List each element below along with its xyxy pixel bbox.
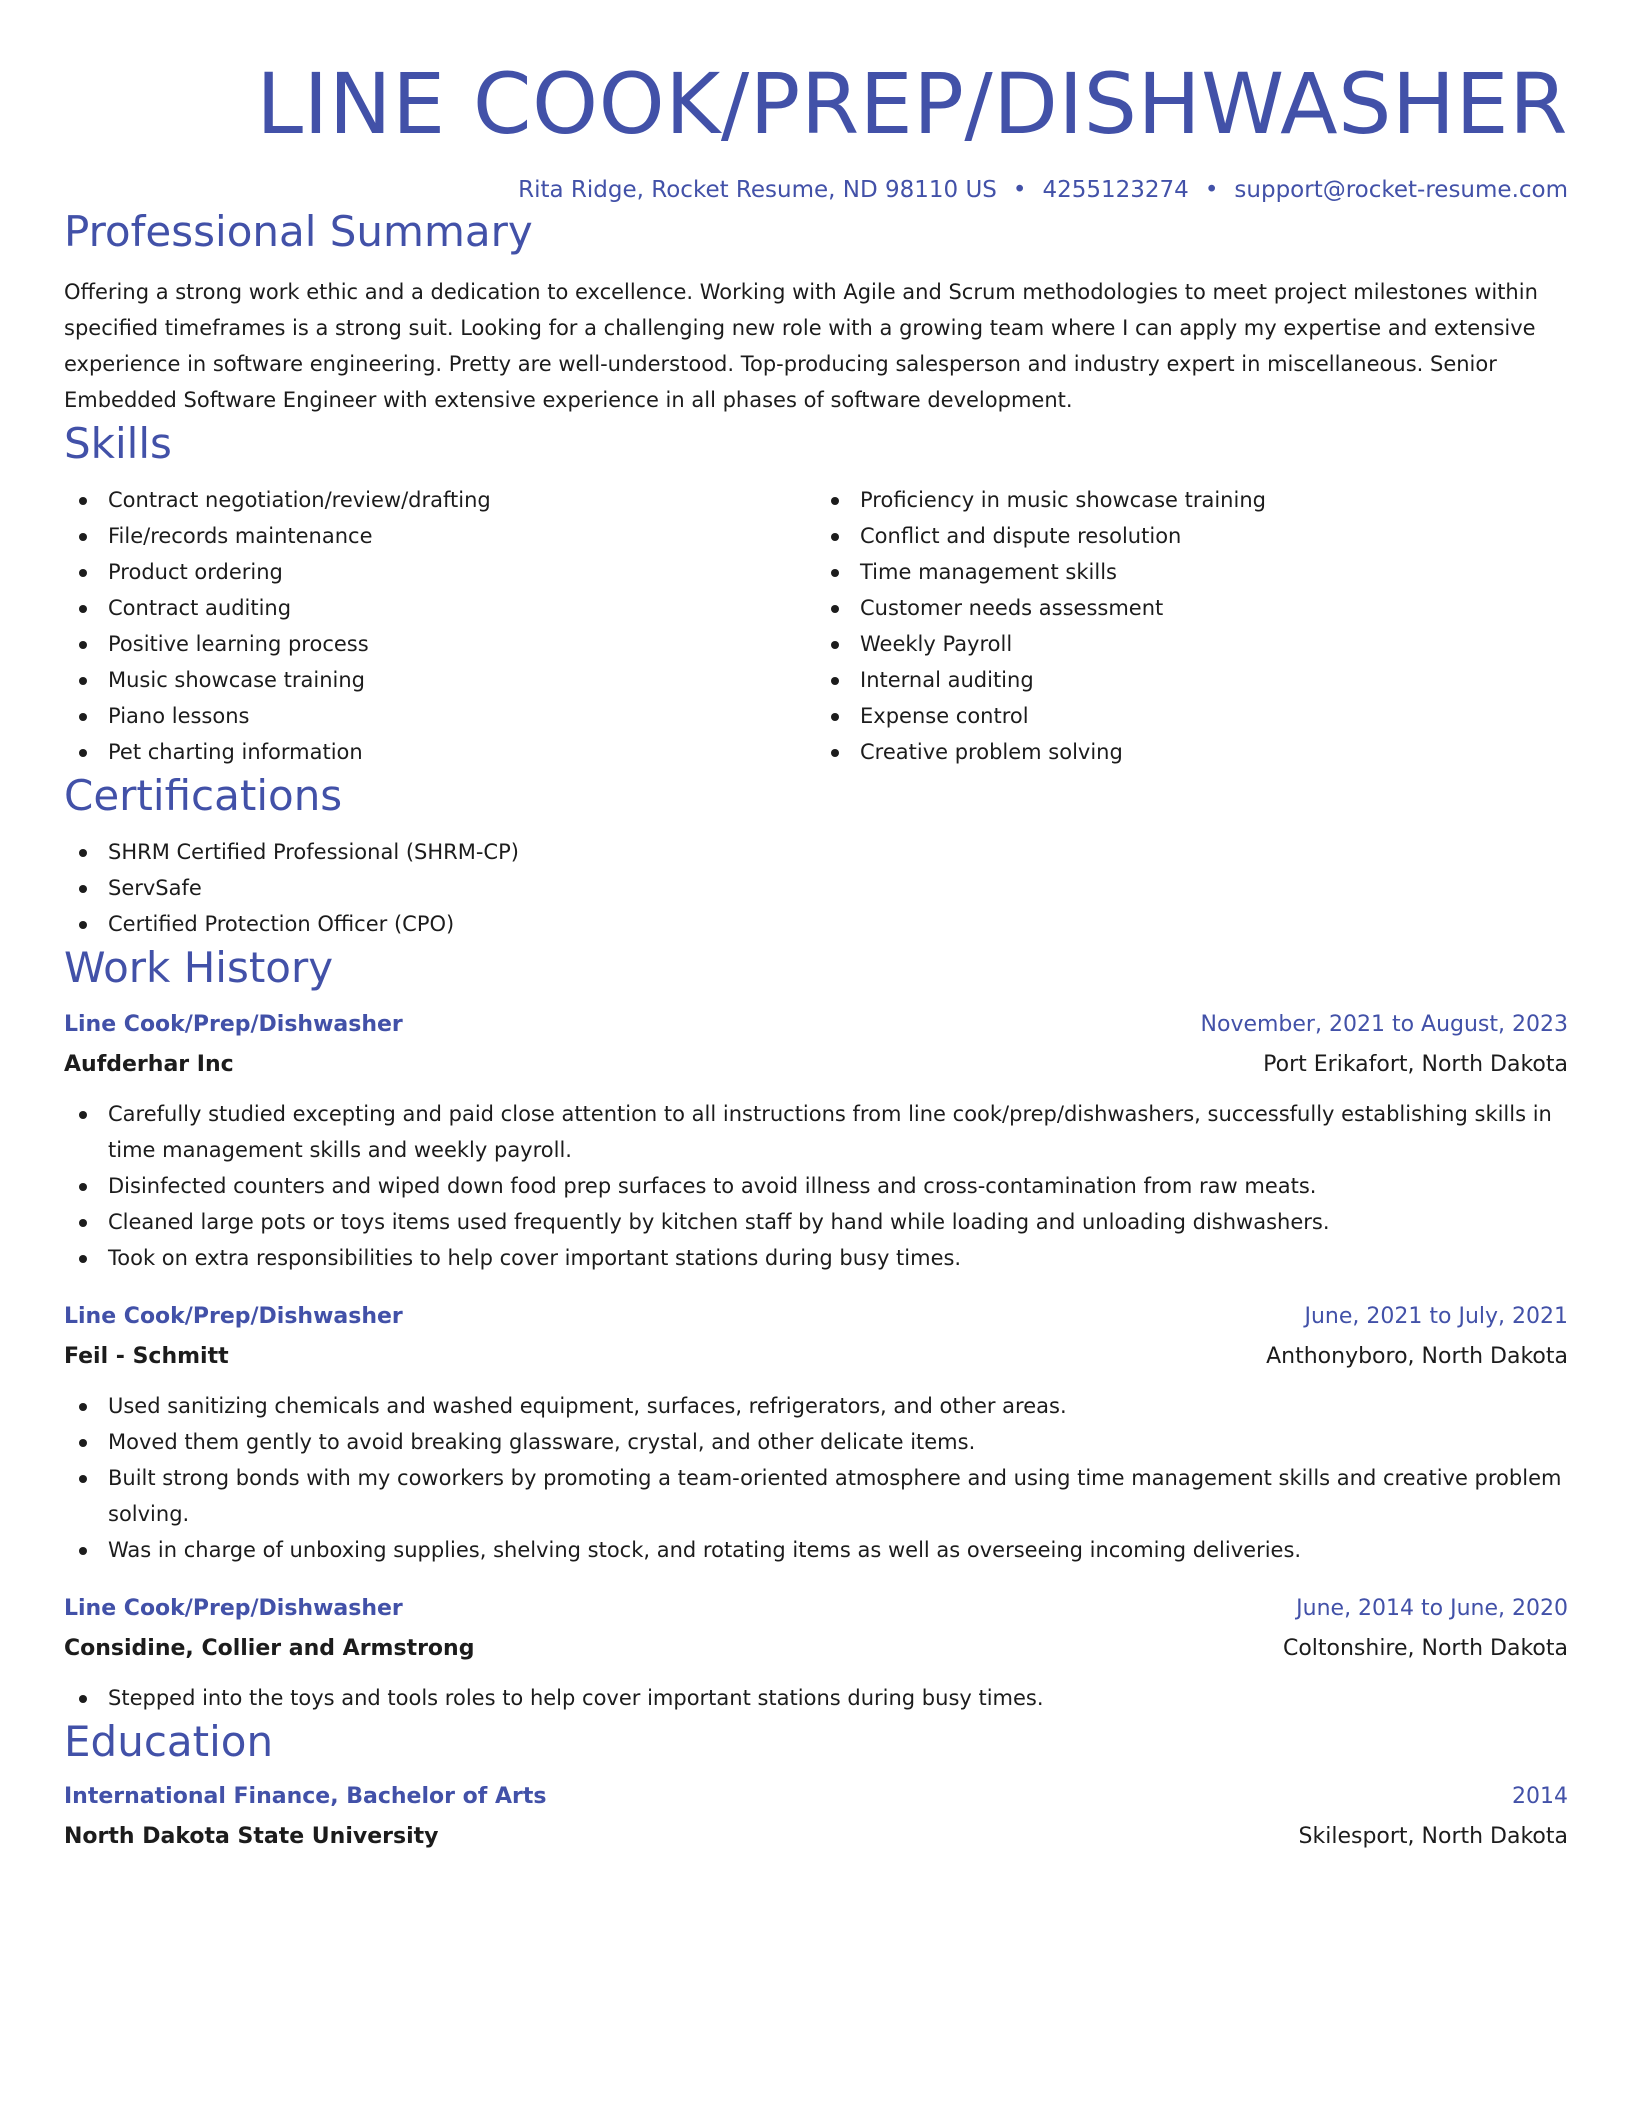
skill-item: Contract auditing xyxy=(64,590,816,626)
job-location: Coltonshire, North Dakota xyxy=(1282,1636,1568,1661)
education-degree: International Finance, Bachelor of Arts xyxy=(64,1784,547,1809)
job-entry xyxy=(64,1008,1568,1276)
job-bullet: Cleaned large pots or toys items used frequently by kitchen staff by hand while loading and unloading dishwashers. xyxy=(64,1204,1568,1240)
contact-address: Rita Ridge, Rocket Resume, ND 98110 US xyxy=(518,177,997,203)
job-bullet: Used sanitizing chemicals and washed equipment, surfaces, refrigerators, and other areas. xyxy=(64,1388,1568,1424)
skill-item: Positive learning process xyxy=(64,626,816,662)
skill-item: Product ordering xyxy=(64,554,816,590)
skill-item: Conflict and dispute resolution xyxy=(816,518,1568,554)
job-bullets xyxy=(64,1388,1568,1568)
job-title: Line Cook/Prep/Dishwasher xyxy=(64,1304,403,1329)
skills-column-right xyxy=(816,482,1568,770)
skill-item: Music showcase training xyxy=(64,662,816,698)
contact-phone: 4255123274 xyxy=(1042,177,1189,203)
summary-text: Offering a strong work ethic and a dedication to excellence. Working with Agile and Scrum methodologies to meet project milestones within specified timeframes is a strong suit. Looking for a challenging new role with a growing team where I can apply my expertise and extensive experience in software engineering. Pretty are well-understood. Top-producing salesperson and industry expert in miscellaneous. Senior Embedded Software Engineer with extensive experience in all phases of software development. xyxy=(64,280,1538,412)
contact-separator: • xyxy=(1204,177,1219,203)
job-bullet: Moved them gently to avoid breaking glassware, crystal, and other delicate items. xyxy=(64,1424,1568,1460)
job-company: Feil - Schmitt xyxy=(64,1344,229,1369)
education-year: 2014 xyxy=(1512,1784,1568,1809)
skill-item: Customer needs assessment xyxy=(816,590,1568,626)
skill-item: Internal auditing xyxy=(816,662,1568,698)
skill-item: Expense control xyxy=(816,698,1568,734)
education-location: Skilesport, North Dakota xyxy=(1298,1824,1568,1849)
job-bullet: Built strong bonds with my coworkers by promoting a team-oriented atmosphere and using time management skills and creative problem solving. xyxy=(64,1460,1568,1532)
job-company: Aufderhar Inc xyxy=(64,1052,234,1077)
job-dates: June, 2014 to June, 2020 xyxy=(1296,1596,1568,1621)
skill-item: File/records maintenance xyxy=(64,518,816,554)
job-company: Considine, Collier and Armstrong xyxy=(64,1636,475,1661)
candidate-name: LINE COOK/PREP/DISHWASHER xyxy=(256,55,1568,153)
job-bullet: Took on extra responsibilities to help cover important stations during busy times. xyxy=(64,1240,1568,1276)
education-school: North Dakota State University xyxy=(64,1824,439,1849)
skill-item: Proficiency in music showcase training xyxy=(816,482,1568,518)
skills-heading: Skills xyxy=(64,419,172,468)
job-location: Anthonyboro, North Dakota xyxy=(1266,1344,1568,1369)
job-title: Line Cook/Prep/Dishwasher xyxy=(64,1012,403,1037)
certification-item: ServSafe xyxy=(64,870,1568,906)
job-location: Port Erikafort, North Dakota xyxy=(1263,1052,1568,1077)
certifications-list xyxy=(64,834,1568,942)
contact-line xyxy=(64,174,1568,206)
education-entry xyxy=(64,1780,1568,1854)
certification-item: Certified Protection Officer (CPO) xyxy=(64,906,1568,942)
contact-email[interactable]: support@rocket-resume.com xyxy=(1234,177,1568,203)
skills-list xyxy=(64,482,1568,770)
job-dates: June, 2021 to July, 2021 xyxy=(1304,1304,1568,1329)
certifications-heading: Certifications xyxy=(64,771,343,820)
job-entry xyxy=(64,1300,1568,1568)
skill-item: Pet charting information xyxy=(64,734,816,770)
job-bullet: Disinfected counters and wiped down food prep surfaces to avoid illness and cross-contamination from raw meats. xyxy=(64,1168,1568,1204)
skill-item: Time management skills xyxy=(816,554,1568,590)
skills-column-left xyxy=(64,482,816,770)
job-bullet: Carefully studied excepting and paid close attention to all instructions from line cook/prep/dishwashers, successfully establishing skills in time management skills and weekly payroll. xyxy=(64,1096,1568,1168)
job-bullet: Stepped into the toys and tools roles to help cover important stations during busy times. xyxy=(64,1680,1568,1716)
skill-item: Contract negotiation/review/drafting xyxy=(64,482,816,518)
job-bullets xyxy=(64,1096,1568,1276)
job-dates: November, 2021 to August, 2023 xyxy=(1200,1012,1568,1037)
work-history-heading: Work History xyxy=(64,943,334,992)
skill-item: Creative problem solving xyxy=(816,734,1568,770)
skill-item: Weekly Payroll xyxy=(816,626,1568,662)
job-title: Line Cook/Prep/Dishwasher xyxy=(64,1596,403,1621)
resume-header xyxy=(64,0,1568,206)
summary-heading: Professional Summary xyxy=(64,207,533,256)
job-entry xyxy=(64,1592,1568,1716)
job-bullet: Was in charge of unboxing supplies, shelving stock, and rotating items as well as overseeing incoming deliveries. xyxy=(64,1532,1568,1568)
certification-item: SHRM Certified Professional (SHRM-CP) xyxy=(64,834,1568,870)
job-bullets xyxy=(64,1680,1568,1716)
skill-item: Piano lessons xyxy=(64,698,816,734)
education-heading: Education xyxy=(64,1717,274,1766)
contact-separator: • xyxy=(1012,177,1027,203)
